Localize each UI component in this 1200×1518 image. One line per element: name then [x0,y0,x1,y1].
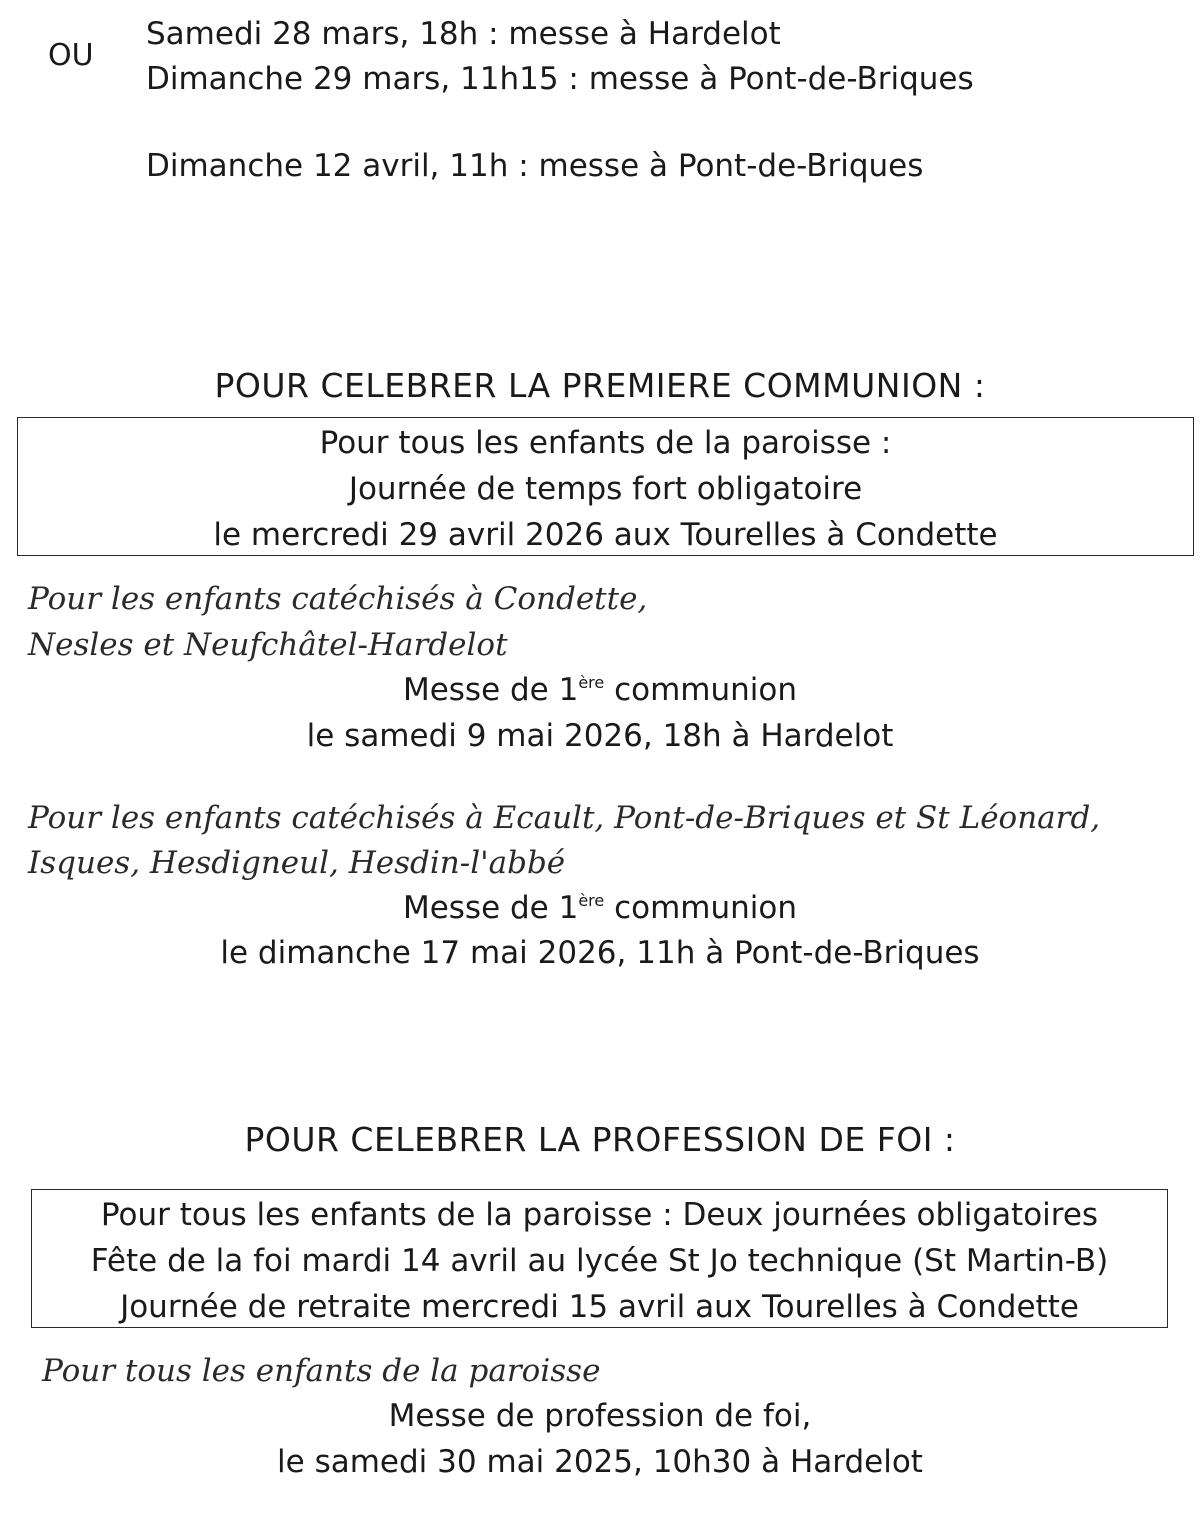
profession-box-line-1: Pour tous les enfants de la paroisse : Deux journées obligatoires [100,1197,1099,1233]
ou-label: OU [48,38,94,73]
profession-info-box [31,1189,1168,1328]
communion-box-line-3: le mercredi 29 avril 2026 aux Tourelles à Condette [213,517,998,553]
group2-mass-date: le dimanche 17 mai 2026, 11h à Pont-de-Briques [220,935,980,971]
group2-note-line-1: Pour les enfants catéchisés à Ecault, Pont-de-Briques et St Léonard, [28,800,1101,836]
profession-heading: POUR CELEBRER LA PROFESSION DE FOI : [244,1120,956,1159]
profession-note: Pour tous les enfants de la paroisse [42,1353,601,1389]
profession-box-line-3: Journée de retraite mercredi 15 avril aux Tourelles à Condette [120,1289,1079,1325]
communion-box-line-2: Journée de temps fort obligatoire [348,471,863,507]
mass-sunday-29: Dimanche 29 mars, 11h15 : messe à Pont-de-Briques [146,61,974,97]
mass-saturday-28: Samedi 28 mars, 18h : messe à Hardelot [146,16,781,52]
group1-note-line-1: Pour les enfants catéchisés à Condette, [28,581,648,617]
group2-note-line-2: Isques, Hesdigneul, Hesdin-l'abbé [28,845,566,881]
communion-heading: POUR CELEBRER LA PREMIERE COMMUNION : [214,366,986,405]
group1-mass-date: le samedi 9 mai 2026, 18h à Hardelot [306,718,894,754]
profession-mass-date: le samedi 30 mai 2025, 10h30 à Hardelot [277,1444,923,1480]
profession-box-line-2: Fête de la foi mardi 14 avril au lycée St Jo technique (St Martin-B) [90,1243,1109,1279]
communion-info-box [17,417,1194,556]
group1-mass-title: Messe de 1ère communion [402,672,798,708]
mass-sunday-12: Dimanche 12 avril, 11h : messe à Pont-de-Briques [146,148,924,184]
group1-note-line-2: Nesles et Neufchâtel-Hardelot [28,627,508,663]
profession-mass-title: Messe de profession de foi, [388,1398,812,1434]
communion-box-line-1: Pour tous les enfants de la paroisse : [319,425,892,461]
group2-mass-title: Messe de 1ère communion [402,890,798,926]
